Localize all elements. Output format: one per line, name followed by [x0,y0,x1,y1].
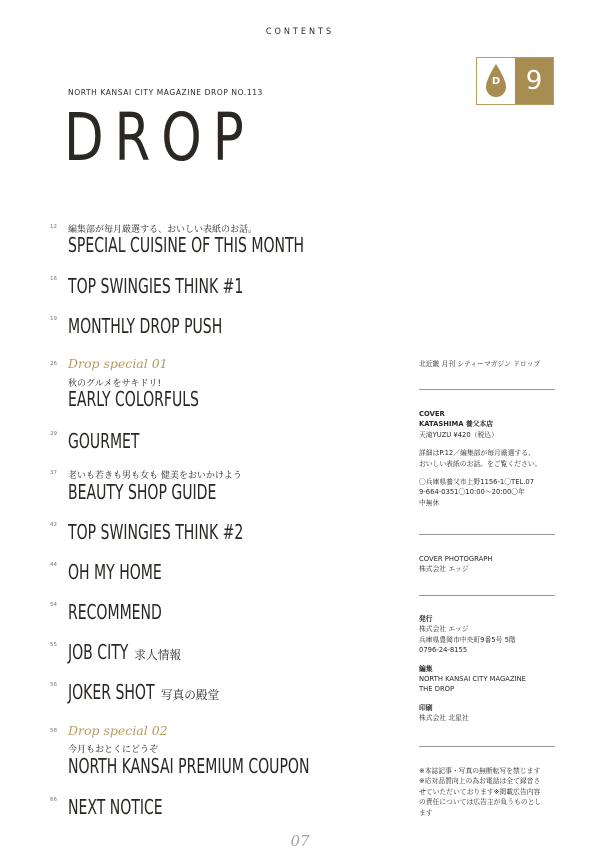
page-ref: 42 [50,522,57,528]
divider [419,746,555,747]
printer-label: 印刷 [419,703,433,712]
editor-name: NORTH KANSAI CITY MAGAZINE [419,675,526,684]
special-label: Drop special 01 [68,356,168,371]
magazine-title: DROP [64,99,255,176]
page-ref: 29 [50,431,57,437]
contents-heading: CONTENTS [265,27,335,37]
entry-title [68,680,220,704]
page-ref: 66 [50,797,57,803]
badge-letter: D [491,76,501,87]
printer-company: 株式会社 北星社 [419,714,469,723]
entry-lead: 編集部が毎月厳選する、おいしい表紙のお話。 [68,225,258,235]
entry-title: TOP SWINGIES THINK #2 [68,520,244,544]
page-ref: 44 [50,562,57,568]
entry-title: TOP SWINGIES THINK #1 [68,274,244,298]
entry-suffix: 写真の殿堂 [160,688,220,702]
page-ref: 16 [50,276,57,282]
publisher-label: 発行 [419,615,433,623]
entry-title: EARLY COLORFULS [68,387,199,411]
editor-label: 編集 [419,664,433,673]
page-ref: 58 [50,728,57,734]
entry-title: MONTHLY DROP PUSH [68,314,223,338]
notice-line: ます [419,808,433,817]
cover-detail: おいしい表紙のお話。をご覧ください。 [419,459,542,468]
photograph-credit [419,554,555,575]
notice-line: せていただいております※掲載広告内容 [419,787,541,796]
entry-title: GOURMET [68,429,140,453]
entry-suffix: 求人情報 [134,648,182,662]
magazine-subtitle: NORTH KANSAI CITY MAGAZINE DROP NO.113 [68,88,263,97]
legal-notice [419,766,555,818]
entry-lead: 今月もおとくにどうぞ [68,745,159,755]
entry-lead: 老いも若きも男も女も 健美をおいかけよう [68,471,242,481]
publisher-address: 兵庫県豊岡市中央町9番5号 5階 [419,635,516,644]
cover-label: COVER [419,410,445,418]
entry-lead: 秋のグルメをサキドリ! [68,379,162,389]
page-ref: 26 [50,361,57,367]
divider [419,389,555,390]
divider [419,595,555,596]
publication-name: 北近畿 月刊 シティーマガジン ドロップ [419,360,541,368]
cover-address: 中無休 [419,498,440,507]
special-label: Drop special 02 [68,723,168,738]
entry-title: BEAUTY SHOP GUIDE [68,480,217,504]
issue-badge [476,57,554,105]
entry-title-text: JOKER SHOT [68,680,155,704]
photograph-company: 株式会社 エッジ [419,565,469,574]
page-ref: 56 [50,682,57,688]
cover-info [419,409,555,508]
page-ref: 12 [50,224,57,230]
cover-detail: 詳細はP.12／編集部が毎月厳選する、 [419,449,535,458]
publisher-tel: 0796-24-8155 [419,646,468,655]
notice-line: の責任については広告主が負うものとし [419,798,542,807]
notice-line: ※本誌記事・写真の無断転写を禁じます [419,767,541,775]
entry-title: NEXT NOTICE [68,795,163,819]
entry-title: NORTH KANSAI PREMIUM COUPON [68,754,310,778]
cover-address: 〇兵庫県養父市上野1156-1〇TEL.07 [419,478,535,487]
cover-item: 天滝YUZU ¥420（税込） [419,430,498,439]
page-ref: 54 [50,602,57,608]
entry-title: SPECIAL CUISINE OF THIS MONTH [68,233,305,257]
issue-month: 9 [515,58,553,104]
divider [419,534,555,535]
cover-shop: KATASHIMA 養父本店 [419,420,494,429]
page-number: 07 [290,832,310,850]
page-ref: 19 [50,316,57,322]
entry-title-text: JOB CITY [68,640,129,664]
notice-line: ※応対品質向上の為お電話は全て録音さ [419,777,541,786]
page-ref: 55 [50,642,57,648]
entry-title: OH MY HOME [68,560,162,584]
entry-title [68,640,182,664]
publisher-company: 株式会社 エッジ [419,625,469,634]
editor-name: THE DROP [419,685,455,694]
photograph-label: COVER PHOTOGRAPH [419,555,493,563]
entry-title: RECOMMEND [68,600,162,624]
cover-address: 9-664-0351〇10:00～20:00〇年 [419,488,525,497]
page-ref: 37 [50,470,57,476]
publisher-info [419,614,555,724]
